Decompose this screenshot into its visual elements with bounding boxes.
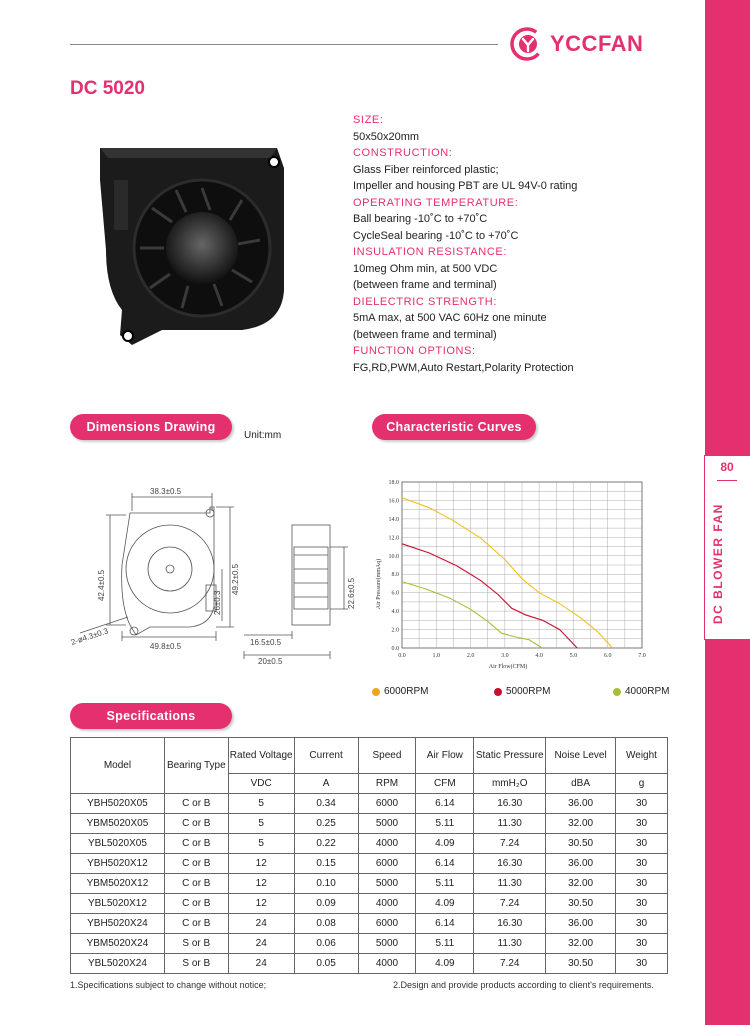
y-tick-label: 14.0	[388, 516, 399, 523]
table-cell: 6.14	[416, 794, 474, 814]
table-body	[71, 794, 668, 974]
table-cell: 7.24	[474, 894, 546, 914]
brand-logo-icon	[510, 27, 544, 61]
table-cell: YBL5020X12	[71, 894, 165, 914]
table-cell: 24	[228, 954, 294, 974]
series-line-4000rpm	[402, 582, 542, 648]
spec-insulation	[353, 244, 693, 294]
spec-line: 50x50x20mm	[353, 130, 420, 143]
series-line-6000rpm	[402, 498, 613, 648]
table-cell: 6000	[358, 914, 416, 934]
spec-functions	[353, 343, 693, 376]
spec-line: 10meg Ohm min, at 500 VDC	[353, 262, 498, 275]
spec-dielectric	[353, 294, 693, 344]
spec-construction	[353, 145, 693, 195]
table-cell: 12	[228, 894, 294, 914]
table-cell: 30	[616, 874, 668, 894]
col-header-noise: Noise Level	[546, 738, 616, 774]
table-cell: YBM5020X05	[71, 814, 165, 834]
table-cell: 36.00	[546, 794, 616, 814]
table-cell: C or B	[164, 854, 228, 874]
table-row	[71, 934, 668, 954]
col-header-speed: Speed	[358, 738, 416, 774]
table-cell: 4000	[358, 894, 416, 914]
legend-label: 6000RPM	[384, 686, 429, 697]
dim-side-total: 20±0.5	[258, 657, 283, 665]
spec-line: (between frame and terminal)	[353, 328, 497, 341]
table-cell: C or B	[164, 834, 228, 854]
col-header-weight: Weight	[616, 738, 668, 774]
table-row	[71, 954, 668, 974]
table-cell: 32.00	[546, 934, 616, 954]
table-cell: C or B	[164, 914, 228, 934]
table-cell: 5.11	[416, 814, 474, 834]
table-cell: 0.15	[294, 854, 358, 874]
table-cell: 11.30	[474, 934, 546, 954]
brand-name: YCCFAN	[550, 31, 644, 56]
legend-dot	[372, 688, 380, 696]
brand-logo	[510, 26, 643, 62]
spec-size	[353, 112, 693, 145]
table-cell: 0.10	[294, 874, 358, 894]
col-header-model: Model	[71, 738, 165, 794]
y-tick-label: 10.0	[388, 553, 399, 560]
table-cell: 4000	[358, 954, 416, 974]
table-row	[71, 914, 668, 934]
category-label: DC BLOWER FAN	[711, 503, 725, 624]
dimensions-drawing	[70, 485, 370, 665]
table-cell: YBM5020X24	[71, 934, 165, 954]
spec-temperature	[353, 195, 693, 245]
table-cell: 5000	[358, 874, 416, 894]
table-cell: 36.00	[546, 854, 616, 874]
specifications-heading: Specifications	[70, 703, 232, 729]
table-cell: 30	[616, 814, 668, 834]
table-cell: 0.22	[294, 834, 358, 854]
table-cell: 30	[616, 834, 668, 854]
y-tick-label: 4.0	[391, 609, 399, 616]
legend-dot	[494, 688, 502, 696]
table-cell: YBL5020X05	[71, 834, 165, 854]
table-cell: 5.11	[416, 934, 474, 954]
y-tick-label: 2.0	[391, 627, 399, 634]
table-cell: 12	[228, 854, 294, 874]
y-tick-label: 0.0	[391, 646, 399, 652]
table-cell: 36.00	[546, 914, 616, 934]
spec-line: Glass Fiber reinforced plastic;	[353, 163, 499, 176]
characteristic-curves-heading: Characteristic Curves	[372, 414, 536, 440]
spec-heading: FUNCTION OPTIONS:	[353, 345, 476, 357]
spec-heading: INSULATION RESISTANCE:	[353, 246, 507, 258]
page-number: 80	[720, 460, 734, 474]
table-cell: 16.30	[474, 854, 546, 874]
spec-line: Impeller and housing PBT are UL 94V-0 rating	[353, 180, 578, 192]
col-header-pressure: Static Pressure	[474, 738, 546, 774]
unit-current: A	[294, 774, 358, 794]
unit-speed: RPM	[358, 774, 416, 794]
spec-heading: CONSTRUCTION:	[353, 147, 453, 159]
table-cell: 5000	[358, 814, 416, 834]
table-cell: C or B	[164, 794, 228, 814]
table-row	[71, 894, 668, 914]
table-cell: C or B	[164, 814, 228, 834]
spec-line: Ball bearing -10˚C to +70˚C	[353, 213, 488, 225]
table-cell: 30	[616, 894, 668, 914]
unit-pressure: mmH₂O	[474, 774, 546, 794]
table-cell: 12	[228, 874, 294, 894]
table-cell: 5	[228, 834, 294, 854]
x-tick-label: 7.0	[638, 653, 646, 659]
table-row	[71, 794, 668, 814]
table-cell: 4.09	[416, 894, 474, 914]
chart-series-group	[402, 498, 613, 648]
col-header-voltage: Rated Voltage	[228, 738, 294, 774]
dim-width-top: 38.3±0.5	[150, 487, 182, 496]
table-cell: 16.30	[474, 794, 546, 814]
y-tick-label: 8.0	[391, 572, 399, 579]
table-cell: 0.25	[294, 814, 358, 834]
table-cell: 0.08	[294, 914, 358, 934]
table-cell: 5.11	[416, 874, 474, 894]
y-tick-label: 16.0	[388, 498, 399, 505]
x-tick-label: 3.0	[501, 653, 509, 659]
table-cell: 32.00	[546, 814, 616, 834]
chart-y-ticks	[389, 480, 400, 652]
unit-label: Unit:mm	[244, 430, 282, 441]
spec-line: FG,RD,PWM,Auto Restart,Polarity Protection	[353, 361, 574, 374]
legend-item-5000	[494, 686, 550, 697]
footnote-right: 2.Design and provide products according to client's requirements.	[393, 980, 654, 990]
unit-airflow: CFM	[416, 774, 474, 794]
table-cell: 30.50	[546, 894, 616, 914]
header-rule	[70, 44, 498, 45]
x-tick-label: 1.0	[432, 653, 441, 659]
col-header-bearing: Bearing Type	[164, 738, 228, 794]
product-title: DC 5020	[70, 78, 145, 99]
spec-heading: DIELECTRIC STRENGTH:	[353, 295, 498, 308]
table-cell: 6.14	[416, 914, 474, 934]
table-cell: 30	[616, 914, 668, 934]
x-tick-label: 4.0	[535, 653, 543, 659]
dim-side-width: 16.5±0.5	[250, 638, 282, 647]
legend-item-4000	[613, 686, 669, 697]
table-cell: S or B	[164, 954, 228, 974]
table-cell: YBH5020X12	[71, 854, 165, 874]
chart-x-label: Air Flow(CFM)	[488, 664, 528, 670]
x-tick-label: 0.0	[398, 653, 406, 659]
col-header-airflow: Air Flow	[416, 738, 474, 774]
unit-voltage: VDC	[228, 774, 294, 794]
x-tick-label: 6.0	[603, 653, 612, 659]
table-cell: YBH5020X24	[71, 914, 165, 934]
table-cell: 5	[228, 794, 294, 814]
table-cell: 4.09	[416, 834, 474, 854]
table-cell: 30	[616, 954, 668, 974]
unit-weight: g	[616, 774, 668, 794]
table-cell: 7.24	[474, 954, 546, 974]
table-cell: 11.30	[474, 874, 546, 894]
legend-label: 5000RPM	[506, 686, 551, 697]
dim-side-height: 22.6±0.5	[347, 577, 356, 609]
dim-hole: 2-ø4.3±0.3	[70, 626, 110, 647]
dim-inner: 26±0.3	[213, 590, 222, 615]
legend-label: 4000RPM	[625, 686, 670, 697]
table-cell: 0.09	[294, 894, 358, 914]
chart-y-label: Air Pressure(mmAq)	[376, 558, 382, 610]
table-cell: 6000	[358, 854, 416, 874]
table-cell: 0.34	[294, 794, 358, 814]
table-cell: 0.05	[294, 954, 358, 974]
table-cell: 16.30	[474, 914, 546, 934]
table-cell: 30	[616, 934, 668, 954]
table-cell: YBH5020X05	[71, 794, 165, 814]
chart-x-ticks	[398, 653, 646, 659]
table-cell: 30.50	[546, 954, 616, 974]
dim-height-left: 42.4±0.5	[97, 569, 106, 601]
specifications-table	[70, 737, 668, 974]
dim-height-right: 49.2±0.5	[231, 563, 240, 595]
side-tab	[704, 455, 750, 640]
table-cell: YBM5020X12	[71, 874, 165, 894]
table-cell: YBL5020X24	[71, 954, 165, 974]
table-cell: 32.00	[546, 874, 616, 894]
unit-noise: dBA	[546, 774, 616, 794]
table-cell: C or B	[164, 894, 228, 914]
table-cell: C or B	[164, 874, 228, 894]
table-cell: 7.24	[474, 834, 546, 854]
series-line-5000rpm	[402, 544, 577, 648]
table-cell: 5	[228, 814, 294, 834]
legend-item-6000	[372, 686, 428, 697]
legend-dot	[613, 688, 621, 696]
table-cell: 4.09	[416, 954, 474, 974]
fan-photo	[92, 140, 292, 350]
spec-heading: SIZE:	[353, 114, 384, 126]
y-tick-label: 12.0	[388, 535, 399, 542]
table-cell: 30.50	[546, 834, 616, 854]
table-cell: S or B	[164, 934, 228, 954]
col-header-current: Current	[294, 738, 358, 774]
table-cell: 24	[228, 934, 294, 954]
spec-line: 5mA max, at 500 VAC 60Hz one minute	[353, 312, 547, 324]
chart-grid	[402, 482, 642, 648]
spec-line: CycleSeal bearing -10˚C to +70˚C	[353, 229, 519, 242]
table-cell: 0.06	[294, 934, 358, 954]
table-cell: 11.30	[474, 814, 546, 834]
table-cell: 6000	[358, 794, 416, 814]
table-row	[71, 834, 668, 854]
table-row	[71, 874, 668, 894]
spec-line: (between frame and terminal)	[353, 279, 497, 291]
x-tick-label: 2.0	[466, 653, 475, 659]
table-cell: 6.14	[416, 854, 474, 874]
table-cell: 30	[616, 854, 668, 874]
x-tick-label: 5.0	[569, 653, 578, 659]
footnote-left: 1.Specifications subject to change without notice;	[70, 980, 267, 990]
characteristic-curves-chart	[372, 472, 650, 672]
table-cell: 5000	[358, 934, 416, 954]
table-row	[71, 814, 668, 834]
spec-heading: OPERATING TEMPERATURE:	[353, 196, 519, 209]
y-tick-label: 18.0	[388, 480, 399, 486]
dim-width-bottom: 49.8±0.5	[150, 642, 182, 651]
side-separator	[717, 480, 737, 481]
table-cell: 24	[228, 914, 294, 934]
table-cell: 4000	[358, 834, 416, 854]
y-tick-label: 6.0	[391, 590, 399, 597]
table-row	[71, 854, 668, 874]
table-cell: 30	[616, 794, 668, 814]
spec-list	[353, 112, 693, 376]
dimensions-drawing-heading: Dimensions Drawing	[70, 414, 232, 440]
